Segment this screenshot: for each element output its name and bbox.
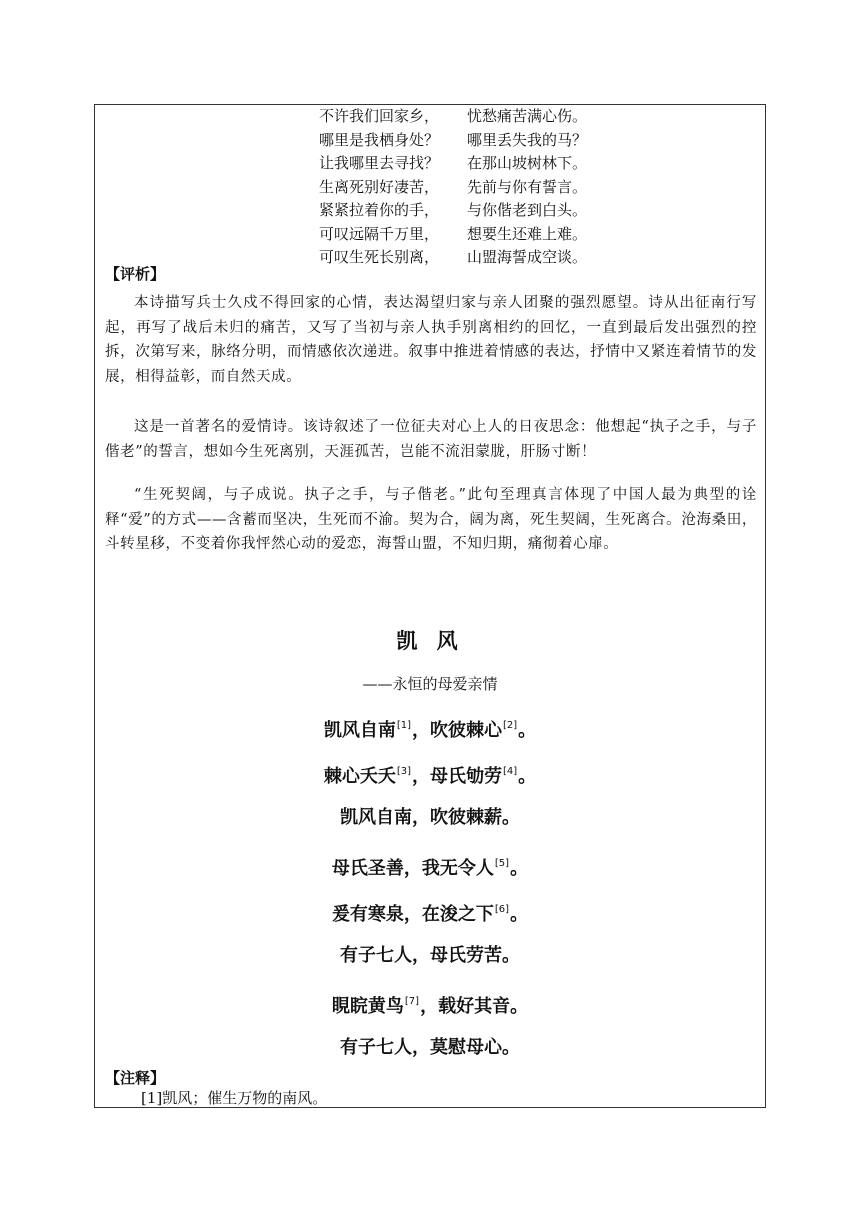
poem-line: 睍睆黄鸟[7]，载好其音。: [331, 996, 529, 1017]
poem-line: 爰有寒泉，在浚之下[6]。: [331, 904, 529, 925]
poem-line: 凯风自南[1]，吹彼棘心[2]。: [323, 720, 537, 741]
translation-line: 生离死别好凄苦， 先前与你有誓言。: [319, 177, 588, 196]
translation-line: 可叹远隔千万里， 想要生还难上难。: [319, 224, 588, 243]
poem-line: 棘心夭夭[3]，母氏劬劳[4]。: [323, 766, 537, 787]
footnote-marker: [7]: [404, 996, 420, 1007]
translation-line: 可叹生死长别离， 山盟海誓成空谈。: [319, 248, 588, 266]
analysis-paragraph-2: 这是一首著名的爱情诗。该诗叙述了一位征夫对心上人的日夜思念：他想起“执子之手，与子偕老”的誓言，想如今生死离别，天涯孤苦，岂能不流泪蒙胧，肝肠寸断！: [105, 419, 757, 460]
footnote-marker: [5]: [494, 858, 510, 869]
analysis-paragraph-1: 本诗描写兵士久戍不得回家的心情，表达渴望归家与亲人团聚的强烈愿望。诗从出征南行写起，再写了战后未归的痛苦，又写了当初与亲人执手别离相约的回忆，一直到最后发出强烈的控拆，次第写来，脉络分明，而情感依次递进。叙事中推进着情感的表达，抒情中又紧连着情节的发展，相得益彰，而自然天成。: [105, 295, 757, 385]
poem-line: 凯风自南，吹彼棘薪。: [340, 807, 520, 828]
poem-subtitle: ——永恒的母爱亲情: [362, 675, 498, 693]
translation-line: 紧紧拉着你的手， 与你偕老到白头。: [319, 201, 588, 219]
notes-heading: 【注释】: [105, 1069, 166, 1087]
poem-title: 凯 风: [396, 629, 464, 653]
translation-line: 哪里是我栖身处？ 哪里丢失我的马？: [319, 130, 588, 149]
poem-line: 母氏圣善，我无令人[5]。: [331, 858, 529, 879]
analysis-heading: 【评析】: [105, 265, 166, 283]
poem-body: [95, 711, 765, 1079]
analysis-paragraph-3: “生死契阔，与子成说。执子之手，与子偕老。”此句至理真言体现了中国人最为典型的诠释“爱”的方式——含蓄而坚决，生死而不渝。契为合，阔为离，死生契阔，生死离合。沧海桑田，斗转星移，不变着你我怦然心动的爱恋，海誓山盟，不知归期，痛彻着心扉。: [105, 487, 757, 552]
note-item: [1]凯风；催生万物的南风。: [141, 1089, 328, 1107]
translation-line: 不许我们回家乡， 忧愁痛苦满心伤。: [319, 107, 588, 125]
footnote-marker: [1]: [396, 720, 411, 731]
translation-block: [319, 105, 759, 270]
poem-line: 有子七人，莫慰母心。: [340, 1037, 520, 1058]
footnote-marker: [6]: [494, 904, 510, 915]
footnote-marker: [4]: [503, 766, 518, 777]
footnote-marker: [3]: [396, 766, 411, 777]
document-frame: [94, 104, 766, 1108]
footnote-marker: [2]: [503, 720, 518, 731]
poem-line: 有子七人，母氏劳苦。: [340, 945, 520, 966]
translation-line: 让我哪里去寻找？ 在那山坡树林下。: [319, 154, 588, 172]
